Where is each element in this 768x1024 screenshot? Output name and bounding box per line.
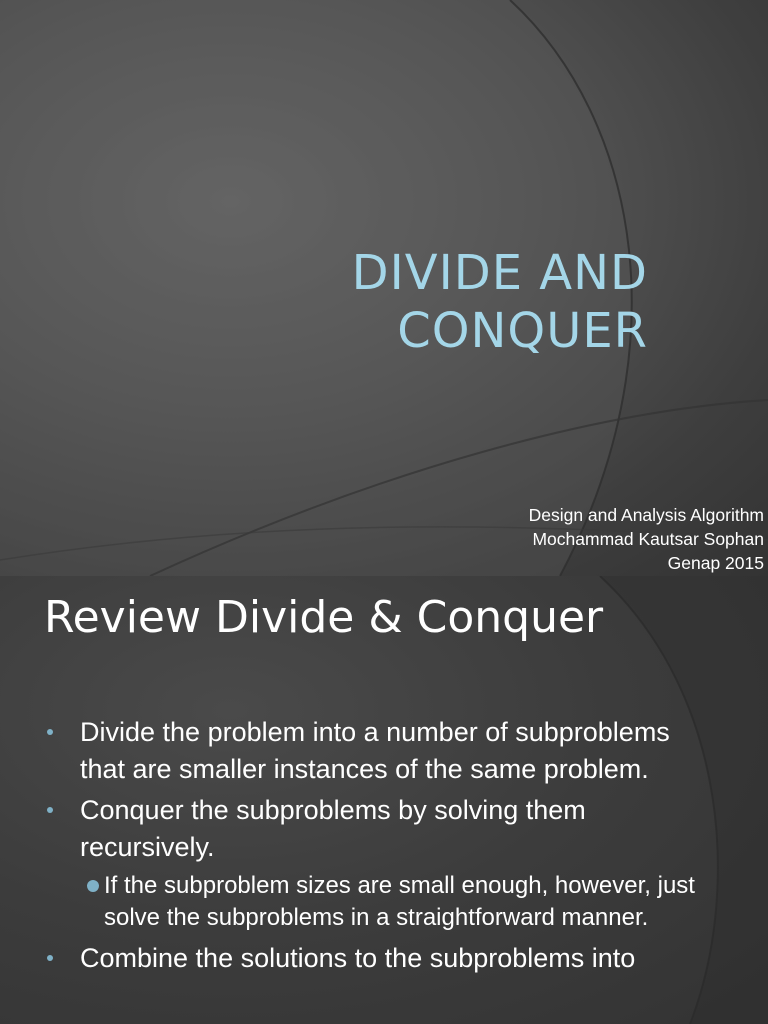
bullet-dot-icon — [47, 729, 53, 735]
subtitle-term: Genap 2015 — [667, 553, 764, 573]
bullet-list — [0, 714, 768, 981]
bullet-item — [0, 940, 768, 977]
slide-subtitle — [529, 503, 764, 575]
bullet-text: Divide the problem into a number of subproblems that are smaller instances of the same problem. — [80, 717, 670, 784]
slide-heading: Review Divide & Conquer — [44, 592, 604, 643]
slide-title: DIVIDE AND CONQUER — [351, 245, 648, 359]
bullet-item — [0, 714, 768, 788]
sub-bullet-item — [0, 870, 768, 934]
bullet-dot-icon — [47, 807, 53, 813]
sub-bullet-text: If the subproblem sizes are small enough, however, just solve the subproblems in a straightforward manner. — [104, 872, 695, 931]
bullet-dot-icon — [47, 955, 53, 961]
bullet-text: Combine the solutions to the subproblems into — [80, 943, 636, 973]
subtitle-course: Design and Analysis Algorithm — [528, 505, 764, 525]
bullet-item — [0, 792, 768, 866]
subtitle-author: Mochammad Kautsar Sophan — [532, 529, 764, 549]
bullet-text: Conquer the subproblems by solving them recursively. — [80, 795, 586, 862]
sub-bullet-dot-icon — [87, 880, 99, 892]
